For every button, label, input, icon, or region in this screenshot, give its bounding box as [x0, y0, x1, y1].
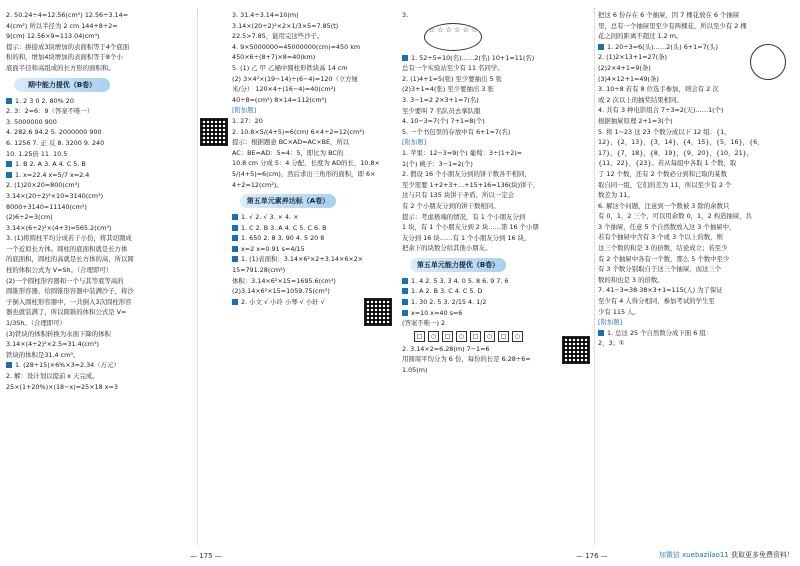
- answer-line: [6, 117, 194, 128]
- line-text: 3.14×(20÷2)²×10=3140(cm³): [6, 191, 104, 200]
- line-text: 体积：3.14×6²×15=1695.6(cm³): [232, 276, 336, 285]
- page-number-left: — 175 —: [190, 552, 222, 560]
- grid-cell: ○: [484, 331, 495, 342]
- line-text: 有 3 个数分别取自于这三个抽屉，而这三个: [598, 265, 722, 274]
- answer-line: [598, 201, 798, 212]
- answer-line: [598, 169, 798, 180]
- answer-line: [598, 264, 798, 275]
- line-text: 1. (28÷15)×6%×3=2.34（万元）: [15, 361, 120, 370]
- answer-line: [598, 180, 798, 191]
- answer-line: [6, 138, 194, 149]
- answer-line: [402, 212, 592, 223]
- answer-line: [6, 318, 194, 329]
- line-text: 1.05(m): [402, 366, 428, 375]
- line-text: 了 12 个数，还有 2 个数必分到和已取的某数: [598, 169, 727, 178]
- line-text: 米/分） 120×4÷(16−4)=40(cm²): [232, 85, 336, 94]
- answer-line: [402, 53, 592, 64]
- answer-line: [6, 350, 194, 361]
- line-text: 3.14×(4÷2)²×2.5=31.4(cm³): [6, 340, 100, 349]
- qr-code-left: [200, 118, 228, 146]
- line-text: [附加题]: [598, 318, 623, 327]
- section-marker-icon: [232, 246, 238, 252]
- answer-line: [402, 243, 592, 254]
- answer-line: [6, 212, 194, 223]
- answer-line: [6, 10, 194, 21]
- line-text: 3.: [402, 11, 409, 19]
- line-text: 1(个) 桃子：3−1=2(个): [402, 159, 473, 168]
- answer-line: [402, 148, 592, 159]
- line-text: 4. 10−3=7(个) 7+1=8(个): [402, 117, 485, 126]
- line-text: 一个近似长方体。圆柱的底面积就是长方体: [6, 244, 128, 253]
- line-text: 友分到 16 块……有 1 个小朋友分到 16 块，: [402, 233, 531, 242]
- line-text: 3. (1)将圆柱平均分成若干小份，将其切割成: [6, 234, 132, 243]
- line-text: (2)一个圆柱形容器和一个与其等底等高的: [6, 276, 124, 285]
- line-text: 10. 1.25倍 11. 10.5: [6, 149, 68, 158]
- answer-line: [598, 10, 798, 21]
- line-text: 总有一个实验站至少有 11 名同学。: [402, 64, 504, 73]
- line-text: (2)2×4+1=9(条): [598, 63, 651, 72]
- line-text: 2. 3.14×2=6.28(m) 7−1=6: [402, 344, 490, 353]
- answer-line: [598, 338, 798, 349]
- answer-line: [6, 31, 194, 42]
- line-text: 若有个抽屉中含有 3 个或 3 个以上的数，则: [598, 233, 723, 242]
- line-text: 2，3；①: [598, 339, 625, 348]
- column-divider: [197, 8, 198, 546]
- line-text: 3. 5000000 900: [6, 117, 57, 126]
- line-text: 2. 10.8×5/(4+5)=6(cm) 6×4÷2=12(cm²): [232, 127, 365, 136]
- line-text: 里，总有一个抽屉里至少有两棵花，所以至少有 2 棵: [598, 21, 747, 30]
- line-text: 1 块，有 1 个小朋友分到 2 块……第 16 个小朋: [402, 223, 539, 232]
- answer-line: [598, 148, 798, 159]
- line-text: 这三个数的和是 3 的倍数，结论成立；若至少: [598, 244, 728, 253]
- answer-line: [6, 339, 194, 350]
- line-text: 5. (1) 乙 甲 乙桶中圆柱形铁块高 14 cm: [232, 63, 348, 72]
- answer-line: [598, 275, 798, 286]
- line-text: 17}，{7，18}，{8，19}，{9，20}，{10，21}，: [598, 148, 754, 157]
- grid-cell: □: [470, 331, 481, 342]
- line-text: 1. 苹果：12−3=9(个) 葡萄：3÷(1+2)=: [402, 148, 523, 157]
- answer-line: [598, 254, 798, 265]
- line-text: 花之间的距离不超过 1.2 m。: [598, 32, 683, 41]
- answer-line: [6, 286, 194, 297]
- answer-line: [232, 137, 398, 148]
- answer-line: [232, 148, 398, 159]
- answer-line: [598, 190, 798, 201]
- line-text: 2. (1)2×13+1=27(条): [598, 53, 668, 62]
- answer-line: [6, 297, 194, 308]
- line-text: 450×6÷(8+7)×8=40(km): [232, 53, 316, 62]
- answer-line: [6, 63, 194, 74]
- line-text: 1. √ 2. √ 3. × 4. ×: [241, 213, 299, 222]
- line-text: 1. (1)表面积：3.14×6²×2+3.14×6×2×: [241, 255, 364, 264]
- line-text: (3)铁块的体积转换为水面下降的体积: [6, 329, 111, 338]
- line-text: 2. (1)4+1=5(张) 至少要抽出 5 张: [402, 74, 502, 83]
- answer-line: [6, 21, 194, 32]
- answer-line: [6, 127, 194, 138]
- answer-line: [402, 276, 592, 287]
- line-text: 第五单元能力提优（B卷）: [416, 260, 500, 269]
- line-text: 第五单元素养达标（A卷）: [246, 197, 330, 206]
- line-text: 用圆周平均分为 6 份，每份的长是 6.28÷6≈: [402, 355, 531, 364]
- stars-ellipse-figure: [424, 23, 482, 51]
- answer-line: [232, 63, 398, 74]
- line-text: (答案不唯一) 2: [402, 319, 446, 328]
- answer-line: [232, 158, 398, 169]
- section-marker-icon: [232, 214, 238, 220]
- answer-line: [598, 296, 798, 307]
- line-text: 1/3Sh。（合理即可）: [6, 319, 66, 328]
- line-text: 有 2 个抽屉中各有一个数，那么 5 个数中至少: [598, 254, 730, 263]
- line-text: (2) 3×4²×(19−14)÷(6−4)=120（立方厘: [232, 74, 359, 83]
- answer-line: [402, 10, 592, 21]
- line-text: 5. 将 1~23 这 23 个数分成以下 12 组：{1，: [598, 127, 731, 136]
- answer-line: [598, 84, 798, 95]
- answer-line: [598, 158, 798, 169]
- answer-line: [6, 149, 194, 160]
- footer-rest: 获取更多免费资料！: [728, 551, 794, 559]
- line-text: 期中能力提优（B卷）: [27, 80, 97, 89]
- line-text: 1. 30 2. 5 3. 2/15 4. 1/2: [411, 298, 487, 307]
- line-text: 数的和也是 3 的倍数。: [598, 275, 664, 284]
- extra-section-tag: [402, 137, 592, 148]
- line-text: 积的和，增加4块增加的表面积等于8个小: [6, 53, 123, 62]
- line-text: x=2 x=0.91 s=4/15: [241, 244, 305, 253]
- line-text: 7. 41−3=38 38×3+1=115(人) 为了保证: [598, 286, 723, 295]
- line-text: 1. x=22.4 x=5/7 x=2.4: [15, 170, 90, 179]
- line-text: 2. 小文 √ 小玲 小琴 √ 小轩 √: [241, 297, 325, 306]
- line-text: 2. 50.24÷4=12.56(cm²) 12.56÷3.14=: [6, 11, 129, 19]
- line-text: [附加题]: [232, 106, 257, 115]
- section-marker-icon: [232, 299, 238, 305]
- section-marker-icon: [402, 278, 408, 284]
- answer-line: [598, 285, 798, 296]
- line-text: 3.14×(6÷2)²×(4+3)=565.2(cm³): [6, 223, 112, 232]
- answer-line: [232, 31, 398, 42]
- section-marker-icon: [6, 172, 12, 178]
- line-text: 1. B 2. A 3. A 4. C 5. B: [15, 160, 86, 169]
- line-text: {11，22}，{23}。若从每组中各取 1 个数，取: [598, 159, 737, 168]
- answer-line: [6, 96, 194, 107]
- line-text: 6. 1256 7. 正 反 8. 3200 9. 240: [6, 138, 105, 147]
- answer-line: [232, 116, 398, 127]
- line-text: 15=791.28(cm²): [232, 266, 286, 275]
- section-marker-icon: [232, 256, 238, 262]
- section-marker-icon: [402, 288, 408, 294]
- line-text: 这与只有 135 块饼干矛盾，所以一定会: [402, 191, 515, 200]
- answer-line: [232, 127, 398, 138]
- line-text: 4. 282.6 94.2 5. 2000000 900: [6, 128, 102, 137]
- line-text: 5/(4+5)=6(cm)，然后求出三角形的面积，即 6×: [232, 169, 376, 178]
- answer-line: [232, 254, 398, 265]
- line-text: 40÷8=(cm²) 8×14=112(cm²): [232, 95, 327, 104]
- line-text: 或 2 次以上的抽奖结果相同。: [598, 95, 683, 104]
- section-banner: [240, 194, 336, 208]
- answer-line: [6, 202, 194, 213]
- answer-line: [598, 232, 798, 243]
- answer-line: [598, 137, 798, 148]
- answer-line: [232, 42, 398, 53]
- answer-line: [6, 170, 194, 181]
- section-marker-icon: [402, 55, 408, 61]
- answer-line: [598, 328, 798, 339]
- qr-code-right: [562, 336, 590, 364]
- line-text: 1. 总这 25 个自然数分成下面 6 组：: [607, 328, 713, 337]
- answer-line: [6, 159, 194, 170]
- line-text: 有 2 个小朋友分到的饼干数相同。: [402, 201, 500, 210]
- line-text: 3. 31.4÷3.14=10(m): [232, 11, 299, 19]
- line-text: 1. C 2. B 3. A 4. C 5. C 6. B: [241, 223, 327, 232]
- answer-line: [232, 52, 398, 63]
- line-text: (3)4×12+1=49(条): [598, 74, 659, 83]
- extra-section-tag: [598, 317, 798, 328]
- answer-line: [402, 190, 592, 201]
- line-text: 4÷2=12(cm²)。: [232, 180, 283, 189]
- line-text: 5. 一个书包里的存放中有 6+1=7(名): [402, 127, 511, 136]
- line-text: 6. 解这个问题，注意到一个数被 3 除的余数只: [598, 201, 730, 210]
- line-text: 至少有 4 人得分相同，参加考试的学生至: [598, 297, 715, 306]
- answer-line: [232, 276, 398, 287]
- answer-line: [6, 52, 194, 63]
- section-marker-icon: [402, 310, 408, 316]
- answer-line: [232, 84, 398, 95]
- line-text: 4(cm²) 所以半径为 2 cm 144+8÷2=: [6, 21, 118, 30]
- line-text: 把这 6 份存在 6 个抽屉，因 7 棵花放在 6 个抽屉: [598, 11, 740, 19]
- answer-line: [232, 95, 398, 106]
- line-text: 1. 2 3 0 2. 80% 20: [15, 96, 74, 105]
- line-text: x=10 x=40 s=6: [411, 308, 463, 317]
- left-column-1: [6, 10, 194, 392]
- answer-line: [6, 223, 194, 234]
- grid-cell: ○: [512, 331, 523, 342]
- answer-line: [6, 360, 194, 371]
- answer-line: [402, 159, 592, 170]
- answer-line: [6, 307, 194, 318]
- answer-line: [402, 74, 592, 85]
- answer-line: [232, 286, 398, 297]
- answer-line: [402, 233, 592, 244]
- line-text: 柱的体积公式为 V=Sh。（合理即可）: [6, 266, 113, 275]
- line-text: 8000+3140=11140(cm³): [6, 202, 87, 211]
- line-text: 3. 3−1=2 2×3+1=7(名): [402, 95, 479, 104]
- answer-line: [598, 127, 798, 138]
- answer-line: [402, 297, 592, 308]
- line-text: 10.8 cm 分成 5：4 分配，长度为 AD的长，10.8×: [232, 159, 380, 168]
- grid-cell: □: [498, 331, 509, 342]
- line-text: 2. (1)20×20=800(cm³): [6, 181, 80, 190]
- answer-line: [598, 211, 798, 222]
- answer-line: [598, 31, 798, 42]
- section-marker-icon: [6, 362, 12, 368]
- answer-line: [402, 308, 592, 319]
- answer-line: [232, 169, 398, 180]
- answer-line: [6, 265, 194, 276]
- section-marker-icon: [6, 161, 12, 167]
- line-text: 底面半径和高组成的长方形的面积和。: [6, 63, 115, 72]
- answer-line: [232, 74, 398, 85]
- stars-text: ☆ ☆ ☆ ☆ ☆ ☆: [428, 25, 478, 34]
- answer-line: [402, 106, 592, 117]
- answer-line: [598, 95, 798, 106]
- answer-line: [402, 116, 592, 127]
- line-text: 把余下的块数分给其他小朋友。: [402, 244, 492, 253]
- line-text: 2. 解：设计划以提前 x 天完成。: [6, 372, 99, 380]
- line-text: 数差为 11。: [598, 191, 634, 200]
- line-text: 有 0，1，2 三个，可以用余数 0，1，2 构造抽屉，共: [598, 212, 752, 221]
- section-marker-icon: [232, 225, 238, 231]
- line-text: 22.5>7.85，能用完这些沙子。: [232, 32, 324, 41]
- line-text: 1. A 2. B 3. C 4. C 5. D: [411, 287, 483, 296]
- answer-line: [6, 254, 194, 265]
- extra-section-tag: [232, 105, 398, 116]
- line-text: 根据抽屉原理 2+1=3(个): [598, 116, 673, 125]
- answer-line: [402, 222, 592, 233]
- line-text: (2)3+1=4(张) 至少要抽出 3 张: [402, 85, 494, 94]
- section-marker-icon: [402, 299, 408, 305]
- answer-line: [232, 265, 398, 276]
- line-text: (2)6÷2=3(cm): [6, 213, 53, 222]
- answer-line: [598, 21, 798, 32]
- answer-line: [6, 106, 194, 117]
- line-text: 圆锥形容器，给圆锥形容器中装满沙子，将沙: [6, 287, 134, 296]
- line-text: (2)3.14×6²×15=1059.75(cm³): [232, 287, 330, 296]
- grid-cell: ○: [428, 331, 439, 342]
- answer-line: [232, 233, 398, 244]
- answer-line: [6, 233, 194, 244]
- answer-line: [6, 371, 194, 382]
- section-marker-icon: [232, 235, 238, 241]
- section-banner: [410, 258, 506, 272]
- line-text: 3 个抽屉，任意 5 个自然数放入这 3 个抽屉中，: [598, 222, 736, 231]
- grid-cell: □: [414, 331, 425, 342]
- answer-line: [6, 180, 194, 191]
- line-text: 至少需要 1+2+3+…+15+16=136(块)饼干，: [402, 180, 540, 189]
- line-text: 子倒入圆柱形容器中，一共倒入3次圆柱形容: [6, 297, 132, 306]
- left-column-2: [232, 10, 398, 307]
- line-text: 1. 650 2. 8 3. 90 4. 5 20 8: [241, 234, 325, 243]
- answer-line: [598, 307, 798, 318]
- line-text: 的底面积，圆柱的高就是长方体的高，所以圆: [6, 255, 134, 264]
- answer-line: [402, 286, 592, 297]
- line-text: 9(cm) 12.56×9=113.04(cm³): [6, 32, 100, 41]
- qr-code-left-2: [364, 298, 392, 326]
- line-text: 1. 27：20: [232, 116, 263, 125]
- answer-line: [402, 95, 592, 106]
- answer-line: [402, 84, 592, 95]
- answer-line: [232, 212, 398, 223]
- line-text: 提示：考虑极端的情况，有 1 个小朋友分到: [402, 212, 526, 221]
- answer-line: [402, 169, 592, 180]
- circle-figure: [750, 44, 786, 80]
- section-marker-icon: [598, 330, 604, 336]
- line-text: 3.14×(20÷2)²×2×1/3×5=7.85(t): [232, 21, 339, 30]
- answer-line: [6, 329, 194, 340]
- answer-line: [6, 244, 194, 255]
- answer-line: [402, 365, 592, 376]
- page-number-right: — 176 —: [576, 552, 608, 560]
- right-page: [400, 0, 800, 566]
- answer-line: [402, 63, 592, 74]
- answer-line: [598, 222, 798, 233]
- footer-note: [659, 550, 794, 560]
- line-text: AC：BE=AD：5=4：5，即比为 BC的: [232, 148, 344, 157]
- line-text: 提示：根据题意 BC×AD=AC×BE，所以: [232, 138, 350, 147]
- line-text: 取自同一组，它们的差为 11，所以至少有 2 个: [598, 180, 732, 189]
- answer-line: [402, 180, 592, 191]
- line-text: 1. 4 2. 5 3. 3 4. 0 5. 8 6. 9 7. 6: [411, 276, 509, 285]
- line-text: 12}，{2，13}，{3，14}，{4，15}，{5，16}，{6，: [598, 138, 764, 147]
- line-text: 1. 20÷3=6(头)……2(头) 6+1=7(头): [607, 42, 719, 51]
- answer-line: [6, 276, 194, 287]
- line-text: 3. 10÷8 若有 8 位选手参加，则会有 2 次: [598, 85, 719, 94]
- answer-line: [232, 223, 398, 234]
- answer-line: [598, 116, 798, 127]
- grid-cell: ○: [456, 331, 467, 342]
- line-text: 铁块的体积是31.4 cm³。: [6, 350, 80, 359]
- line-text: 1. 52÷5=10(名)……2(名) 10+1=11(名): [411, 53, 535, 62]
- line-text: [附加题]: [402, 138, 427, 147]
- answer-line: [598, 243, 798, 254]
- grid-cell: □: [442, 331, 453, 342]
- line-text: 2. 假设 16 个小朋友分到的饼干数各不相同，: [402, 170, 531, 179]
- answer-line: [402, 127, 592, 138]
- section-marker-icon: [598, 44, 604, 50]
- answer-line: [6, 191, 194, 202]
- line-text: 提示：拼接成3块增加的表面积等于4个底面: [6, 42, 130, 51]
- answer-line: [6, 382, 194, 393]
- section-banner: [14, 78, 110, 92]
- section-marker-icon: [6, 98, 12, 104]
- answer-line: [402, 318, 592, 329]
- right-column-1: [402, 10, 592, 376]
- line-text: 4. 9×5000000=45000000(cm)=450 km: [232, 42, 361, 51]
- answer-line: [402, 201, 592, 212]
- line-text: 少有 115 人。: [598, 307, 640, 316]
- answer-line: [6, 42, 194, 53]
- line-text: 25×(1+20%)×(18−x)=25×18 x=3: [6, 382, 118, 391]
- line-text: 器也就装满了，所以圆锥的体积公式是 V=: [6, 308, 127, 317]
- column-divider-right: [594, 8, 595, 546]
- answer-line: [232, 21, 398, 32]
- answer-line: [232, 10, 398, 21]
- line-text: 2. 3：2=6：9（答案不唯一）: [6, 107, 94, 116]
- line-text: 至少要叫 7 名队员去拿队服: [402, 106, 481, 115]
- answer-line: [598, 105, 798, 116]
- answer-line: [232, 244, 398, 255]
- answer-line: [232, 180, 398, 191]
- footer-wechat: 加微信 xuebazilao11: [658, 551, 729, 559]
- line-text: 4. 共有 3 种电影组合 7÷3=2(天)……1(个): [598, 106, 724, 115]
